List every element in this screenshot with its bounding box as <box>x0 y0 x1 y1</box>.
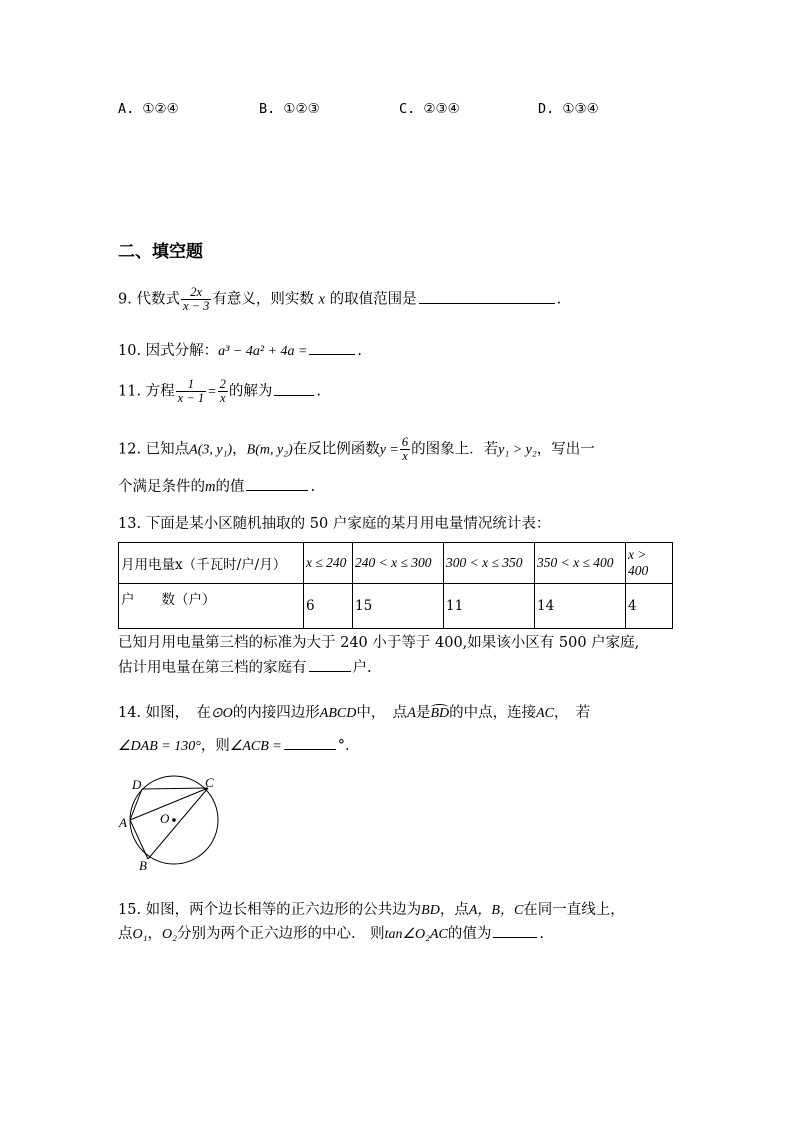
table-header-cell: 240 < x ≤ 300 <box>353 543 444 584</box>
q12-text-3: 的图象上．若 <box>411 441 499 458</box>
q11-fraction-2-den: x <box>218 391 228 405</box>
q12-fraction <box>400 436 410 463</box>
q14-label-a: A <box>119 815 127 830</box>
q15-text-2: ，点 <box>439 902 469 918</box>
q9-variable: x <box>318 291 325 308</box>
q9-text-2: 有意义，则实数 <box>212 291 314 308</box>
q9-answer-blank[interactable] <box>419 302 555 304</box>
q14-arc-label: BD <box>430 706 450 721</box>
q14-line2-text-1: ，则 <box>200 738 230 754</box>
table-cell: 15 <box>353 584 444 629</box>
q14-ac: AC <box>536 706 554 721</box>
q9-end: . <box>556 291 562 308</box>
q15-line2-text-2: 分别为两个正六边形的中心. 则 <box>176 926 385 942</box>
table-header-cell: 300 < x ≤ 350 <box>444 543 535 584</box>
table-header-cell: 350 < x ≤ 400 <box>535 543 626 584</box>
q12-text-2: 在反比例函数 <box>292 441 380 458</box>
q13-intro: 13. 下面是某小区随机抽取的 50 户家庭的某月用电量情况统计表： <box>118 516 551 532</box>
q10-expression: a³ − 4a² + 4a = <box>218 344 308 359</box>
q11-fraction-1-den: x − 1 <box>177 391 205 405</box>
q14-text-2: 的内接四边形 <box>232 705 320 721</box>
table-header-cell: x > 400 <box>626 543 673 584</box>
q14-number: 14. <box>118 705 142 721</box>
q14-angle-dab: ∠DAB = 130° <box>118 739 201 754</box>
q14-text-4: 是 <box>415 705 431 721</box>
table-header-cell: x ≤ 240 <box>304 543 353 584</box>
q11-number: 11. <box>118 383 142 400</box>
q15-sep: ， <box>147 926 162 942</box>
question-14-line-2 <box>118 734 360 755</box>
question-9 <box>118 286 561 313</box>
q10-number: 10. <box>118 343 142 359</box>
q11-fraction-2 <box>218 378 228 405</box>
question-12-line-2 <box>118 475 315 496</box>
q10-end: . <box>357 343 363 359</box>
q14-degree: °． <box>337 738 360 754</box>
q12-text-4: ，写出一 <box>536 441 595 458</box>
q12-fraction-num: 6 <box>401 435 409 449</box>
q12-answer-blank[interactable] <box>246 489 308 491</box>
table-row <box>119 543 673 584</box>
q14-figure <box>112 772 232 876</box>
q11-equals: = <box>207 384 217 400</box>
q13-answer-blank[interactable] <box>309 670 351 672</box>
q9-text-1: 代数式 <box>136 291 180 308</box>
q9-number: 9. <box>118 291 132 308</box>
q12-point-b: B(m, y₂) <box>246 442 293 458</box>
q11-end: . <box>316 383 321 400</box>
q14-text-3: 中， 点 <box>356 705 408 721</box>
q12-fraction-den: x <box>400 449 410 463</box>
q14-arc <box>430 706 449 722</box>
q8-option-a: A. ①②④ <box>118 101 179 117</box>
q14-text-5: 的中点，连接 <box>449 705 537 721</box>
q15-answer-blank[interactable] <box>493 936 537 938</box>
table-cell: 14 <box>535 584 626 629</box>
q12-comma: ， <box>232 441 247 458</box>
q14-point-a: A <box>407 705 416 721</box>
q8-option-b: B. ①②③ <box>259 101 320 117</box>
q13-after-text-1: 估计用电量在第三档的家庭有 <box>118 660 307 676</box>
q14-label-o: O <box>160 811 170 826</box>
q14-label-d: D <box>132 777 142 792</box>
q12-text-1: 已知点 <box>145 441 190 458</box>
q15-end: . <box>539 926 544 942</box>
q11-fraction-1-num: 1 <box>187 377 195 391</box>
q13-after-line-2 <box>118 656 372 677</box>
q14-angle-acb: ∠ACB = <box>229 739 282 754</box>
q9-fraction-den: x − 3 <box>182 299 210 313</box>
question-12-line-1 <box>118 436 595 464</box>
q15-text-1: 15. 如图，两个边长相等的正六边形的公共边为 <box>118 902 422 918</box>
q12-number: 12. <box>118 441 142 458</box>
q10-answer-blank[interactable] <box>309 353 355 355</box>
q8-option-d: D. ①③④ <box>538 101 599 117</box>
q12-function: y = <box>379 442 399 458</box>
q14-quad: ABCD <box>319 706 357 721</box>
question-14-line-1 <box>118 701 590 722</box>
question-10 <box>118 339 362 360</box>
q11-text-1: 方程 <box>145 383 175 400</box>
question-11 <box>118 378 321 406</box>
table-cell: 4 <box>626 584 673 629</box>
q9-fraction <box>181 286 211 313</box>
q13-after-line-1: 已知月用电量第三档的标准为大于 240 小于等于 400,如果该小区有 500 户家庭, <box>118 635 640 651</box>
q15-text-3: 在同一直线上， <box>523 902 625 918</box>
q12-m: m <box>205 479 216 495</box>
table-header-cell: 月用电量x（千瓦时/户/月） <box>119 543 304 584</box>
q12-point-a: A(3, y₁) <box>189 442 233 458</box>
q15-points: A，B，C <box>468 903 524 918</box>
q10-text-1: 因式分解： <box>145 343 219 359</box>
q9-fraction-num: 2x <box>190 285 203 299</box>
question-15-line-2 <box>118 922 544 943</box>
q11-text-2: 的解为 <box>228 383 273 400</box>
table-cell: 户 数（户） <box>119 584 304 629</box>
q14-answer-blank[interactable] <box>284 748 336 750</box>
table-cell: 11 <box>444 584 535 629</box>
q15-line2-text-3: 的值为 <box>447 926 492 942</box>
q11-fraction-1 <box>176 378 206 405</box>
q15-o1: O₁ <box>132 927 148 942</box>
q13-stats-table <box>118 542 673 629</box>
q11-fraction-2-num: 2 <box>219 377 226 391</box>
q12-end: . <box>310 479 316 495</box>
table-row <box>119 584 673 629</box>
q15-line2-text-1: 点 <box>118 926 133 942</box>
q14-text-1: 如图， 在 <box>145 705 211 721</box>
q14-circle: ⊙O <box>210 706 233 721</box>
q9-text-3: 的取值范围是 <box>329 291 417 308</box>
q15-o2: O₂ <box>161 927 177 942</box>
q8-option-c: C. ②③④ <box>399 101 460 117</box>
q15-bd: BD <box>421 903 440 918</box>
q14-center-dot <box>172 818 176 822</box>
table-cell: 6 <box>304 584 353 629</box>
q14-segment-bc <box>148 788 208 859</box>
question-15-line-1 <box>118 898 625 919</box>
q14-segment-ab <box>130 820 148 859</box>
q14-text-6: ， 若 <box>554 705 591 721</box>
q14-label-b: B <box>139 858 147 873</box>
q13-after-text-2: 户. <box>352 660 372 676</box>
q12-line2-text-1: 个满足条件的 <box>118 479 205 495</box>
q14-arc-mark <box>431 704 448 710</box>
q14-label-c: C <box>205 775 214 790</box>
q12-line2-text-2: 的值 <box>215 479 245 495</box>
q11-answer-blank[interactable] <box>274 394 314 396</box>
q14-segment-dc <box>142 788 208 789</box>
q12-condition: y₁ > y₂ <box>498 442 537 458</box>
q15-tan: tan∠O₂AC <box>384 927 448 942</box>
section-title: 二、填空题 <box>118 242 203 262</box>
